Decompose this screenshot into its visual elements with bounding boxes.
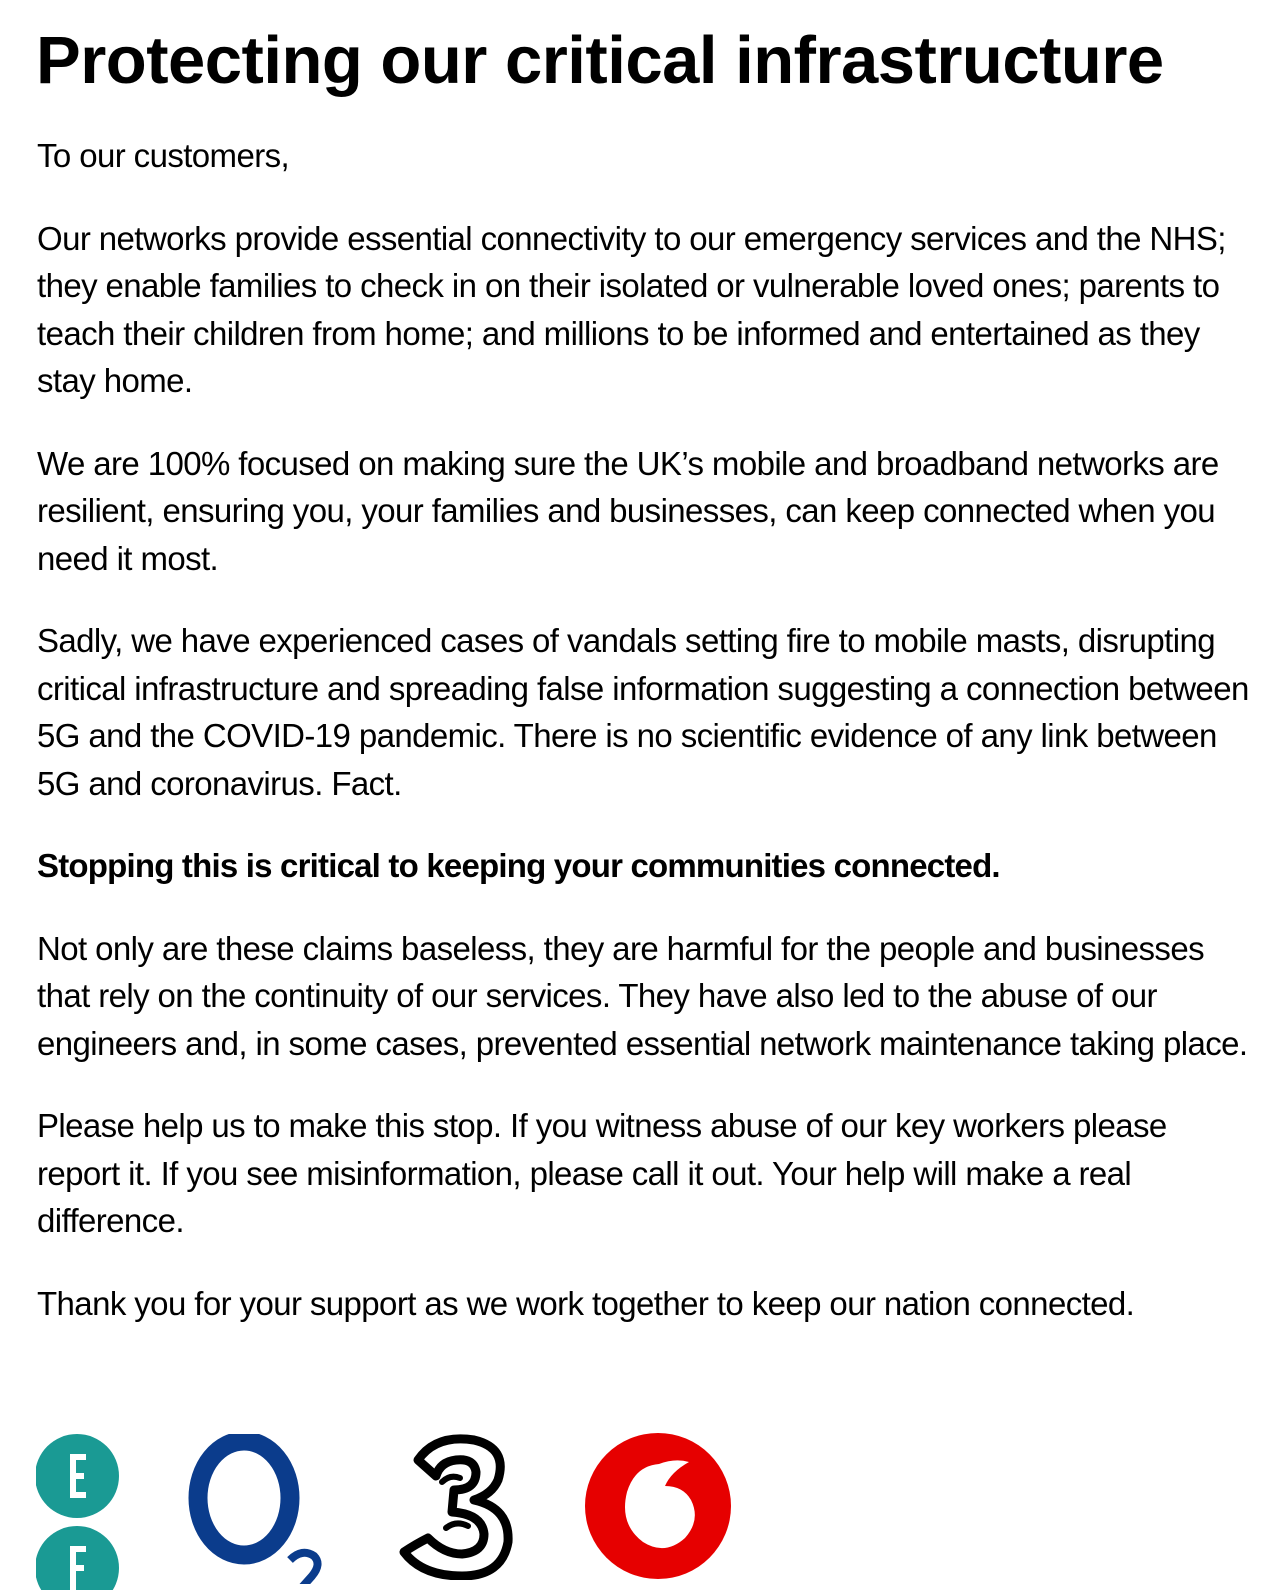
letter-body bbox=[37, 132, 1252, 1362]
paragraph-stopping: Stopping this is critical to keeping your communities connected. bbox=[37, 847, 1000, 884]
paragraph-call-to-action: Please help us to make this stop. If you witness abuse of our key workers please report it. If you see misinformation, please call it out. Your help will make a real difference. bbox=[37, 1107, 1167, 1239]
three-logo-icon bbox=[396, 1428, 518, 1580]
paragraph-resilience: We are 100% focused on making sure the UK’s mobile and broadband networks are resilient, ensuring you, your families and businesses, can keep connected when you need it most. bbox=[37, 444, 1219, 577]
greeting: To our customers, bbox=[37, 137, 290, 174]
paragraph-connectivity: Our networks provide essential connectivity to our emergency services and the NHS; they enable families to check in on their isolated or vulnerable loved ones; parents to teach their children from home; and millions to be informed and entertained as they stay home. bbox=[37, 219, 1226, 399]
o2-logo-icon bbox=[188, 1434, 333, 1584]
operator-logos bbox=[0, 1420, 1273, 1579]
paragraph-thanks: Thank you for your support as we work together to keep our nation connected. bbox=[37, 1284, 1135, 1322]
paragraph-vandalism: Sadly, we have experienced cases of vandals setting fire to mobile masts, disrupting critical infrastructure and spreading false information suggesting a connection between 5G and the COVID-19 pandemic. There is no scientific evidence of any link between 5G and coronavirus. Fact. bbox=[37, 622, 1249, 802]
page-title: Protecting our critical infrastructure bbox=[36, 23, 1164, 98]
ee-logo-icon bbox=[36, 1430, 122, 1590]
vodafone-logo-icon bbox=[585, 1432, 731, 1579]
paragraph-harm: Not only are these claims baseless, they are harmful for the people and businesses that rely on the continuity of our services. They have also led to the abuse of our engineers and, in some cases, prevented essential network maintenance taking place. bbox=[37, 929, 1248, 1062]
